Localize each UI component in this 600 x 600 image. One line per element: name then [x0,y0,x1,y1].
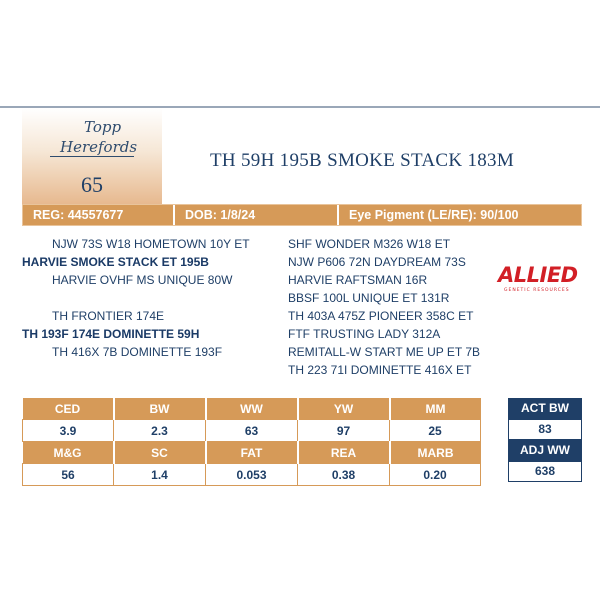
pedigree-ancestor: NJW P606 72N DAYDREAM 73S [288,255,466,269]
epd-value: 0.38 [298,464,390,486]
epd-value-row [23,464,481,486]
adj-ww-value: 638 [508,461,582,482]
lot-number: 65 [81,172,103,197]
epd-header: SC [114,442,206,464]
epd-value: 3.9 [23,420,114,442]
animal-name: TH 59H 195B SMOKE STACK 183M [210,150,515,171]
epd-header: REA [298,442,390,464]
epd-value: 63 [206,420,298,442]
pedigree-ancestor: HARVIE RAFTSMAN 16R [288,273,428,287]
pedigree-ancestor: FTF TRUSTING LADY 312A [288,327,441,341]
pedigree-left [22,235,292,361]
epd-header: YW [298,398,390,420]
epd-header: FAT [206,442,298,464]
pedigree-spacer [22,289,292,307]
pedigree-dam-dam: TH 416X 7B DOMINETTE 193F [52,345,223,359]
epd-value: 0.053 [206,464,298,486]
eye-pigment: Eye Pigment (LE/RE): 90/100 [349,208,519,222]
epd-table [22,398,481,486]
pedigree-dam: TH 193F 174E DOMINETTE 59H [22,327,200,341]
pedigree-sire-dam: HARVIE OVHF MS UNIQUE 80W [52,273,233,287]
pedigree-ancestor: REMITALL-W START ME UP ET 7B [288,345,481,359]
epd-value: 56 [23,464,114,486]
pedigree-ancestor: TH 223 71I DOMINETTE 416X ET [288,363,472,377]
epd-value: 97 [298,420,390,442]
logo-line-1: Topp [84,118,122,136]
allied-genetic-resources-logo [498,262,582,300]
pedigree-sire: HARVIE SMOKE STACK ET 195B [22,255,209,269]
pedigree-ancestor: SHF WONDER M326 W18 ET [288,237,451,251]
epd-value-row [23,420,481,442]
epd-value: 0.20 [390,464,481,486]
epd-value: 1.4 [114,464,206,486]
logo-line-2: Herefords [60,138,138,156]
registration-number: REG: 44557677 [23,205,175,225]
epd-value: 2.3 [114,420,206,442]
breeder-logo [22,108,162,204]
epd-header: CED [23,398,114,420]
pedigree-right [288,235,498,379]
weights-table [508,398,582,482]
epd-header: BW [114,398,206,420]
epd-header: MARB [390,442,481,464]
pedigree-ancestor: TH 403A 475Z PIONEER 358C ET [288,309,474,323]
logo-swash [50,156,134,157]
allied-logo-tagline: GENETIC RESOURCES [504,288,570,293]
epd-value: 25 [390,420,481,442]
allied-logo-word: ALLIED [498,263,578,287]
epd-header: M&G [23,442,114,464]
date-of-birth: DOB: 1/8/24 [175,205,339,225]
epd-header: WW [206,398,298,420]
breeder-logo-script [32,116,152,166]
epd-header-row [23,398,481,420]
pedigree-dam-sire: TH FRONTIER 174E [52,309,165,323]
epd-header: MM [390,398,481,420]
info-bar [22,204,582,226]
act-bw-label: ACT BW [508,398,582,419]
pedigree-ancestor: BBSF 100L UNIQUE ET 131R [288,291,450,305]
act-bw-value: 83 [508,419,582,440]
adj-ww-label: ADJ WW [508,440,582,461]
epd-header-row [23,442,481,464]
pedigree-sire-sire: NJW 73S W18 HOMETOWN 10Y ET [52,237,250,251]
